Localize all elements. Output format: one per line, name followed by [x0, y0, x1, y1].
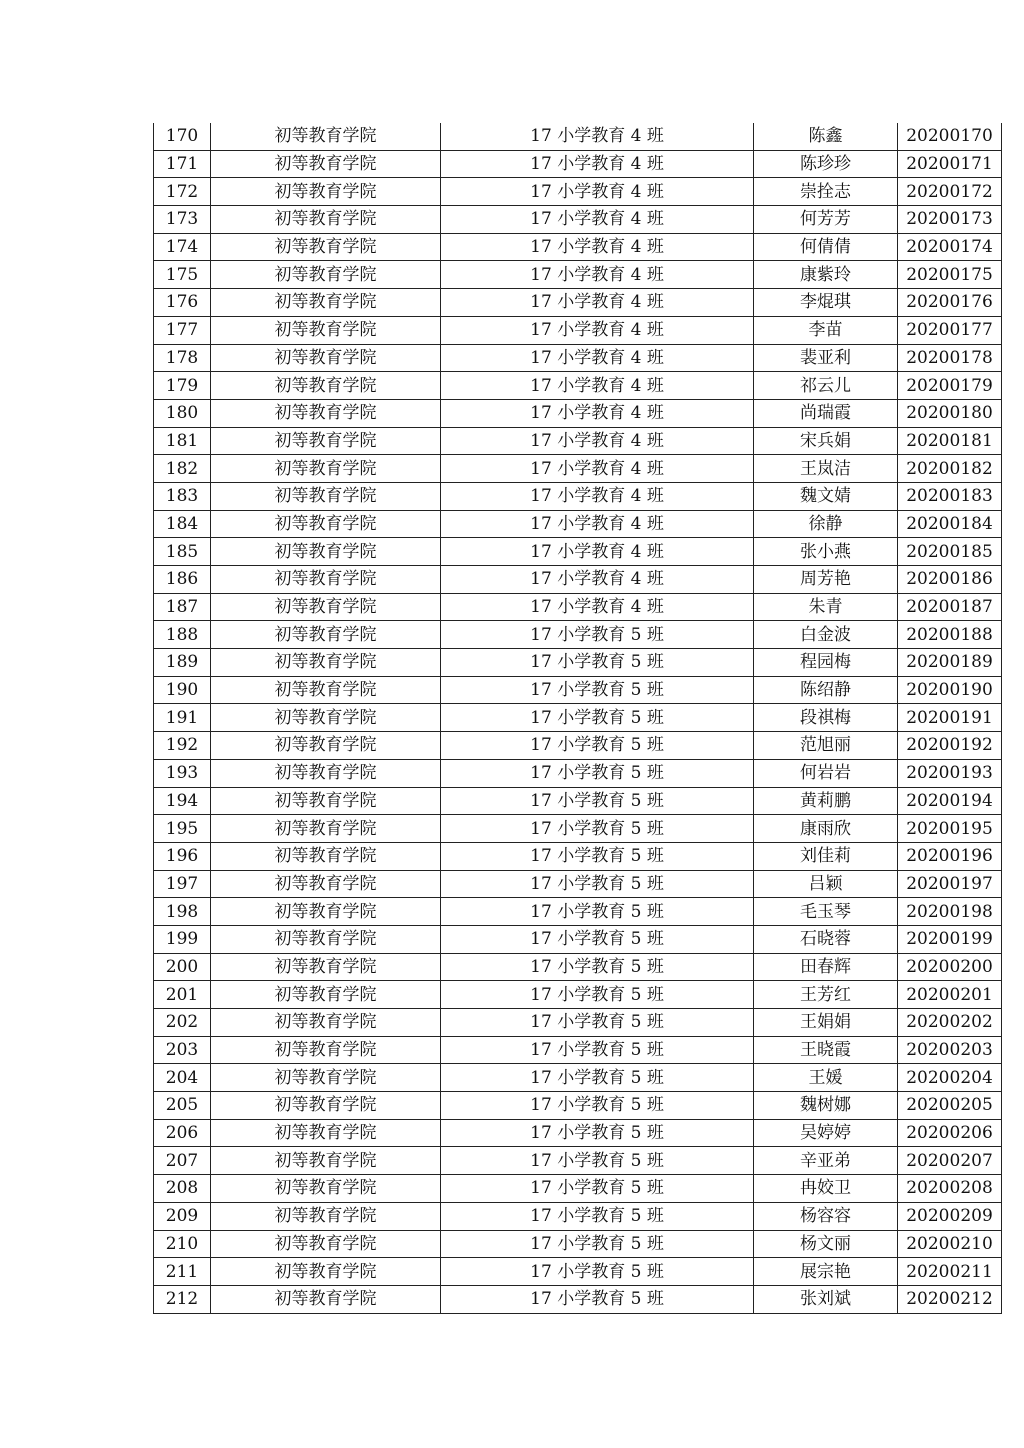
class-cell: 17 小学教育 5 班	[441, 953, 754, 981]
class-cell: 17 小学教育 4 班	[441, 261, 754, 289]
table-row	[154, 593, 1002, 621]
student-id-cell: 20200173	[898, 206, 1002, 234]
college-cell: 初等教育学院	[211, 372, 441, 400]
table-row	[154, 566, 1002, 594]
student-id-cell: 20200199	[898, 925, 1002, 953]
student-id-cell: 20200186	[898, 566, 1002, 594]
student-id-cell: 20200185	[898, 538, 1002, 566]
row-number-cell: 192	[154, 732, 211, 760]
college-cell: 初等教育学院	[211, 289, 441, 317]
student-name-cell: 程园梅	[754, 649, 898, 677]
class-cell: 17 小学教育 4 班	[441, 206, 754, 234]
table-row	[154, 123, 1002, 150]
student-id-cell: 20200206	[898, 1119, 1002, 1147]
college-cell: 初等教育学院	[211, 1147, 441, 1175]
table-row	[154, 981, 1002, 1009]
college-cell: 初等教育学院	[211, 621, 441, 649]
student-name-cell: 李焜琪	[754, 289, 898, 317]
student-id-cell: 20200201	[898, 981, 1002, 1009]
table-row	[154, 233, 1002, 261]
student-name-cell: 王晓霞	[754, 1036, 898, 1064]
row-number-cell: 209	[154, 1202, 211, 1230]
student-name-cell: 杨容容	[754, 1202, 898, 1230]
class-cell: 17 小学教育 4 班	[441, 566, 754, 594]
table-row	[154, 953, 1002, 981]
college-cell: 初等教育学院	[211, 870, 441, 898]
class-cell: 17 小学教育 5 班	[441, 981, 754, 1009]
table-row	[154, 455, 1002, 483]
table-row	[154, 1202, 1002, 1230]
student-name-cell: 展宗艳	[754, 1258, 898, 1286]
college-cell: 初等教育学院	[211, 399, 441, 427]
class-cell: 17 小学教育 4 班	[441, 538, 754, 566]
student-name-cell: 石晓蓉	[754, 925, 898, 953]
class-cell: 17 小学教育 5 班	[441, 649, 754, 677]
row-number-cell: 193	[154, 759, 211, 787]
student-id-cell: 20200202	[898, 1009, 1002, 1037]
college-cell: 初等教育学院	[211, 455, 441, 483]
table-row	[154, 344, 1002, 372]
student-id-cell: 20200183	[898, 482, 1002, 510]
table-row	[154, 1064, 1002, 1092]
college-cell: 初等教育学院	[211, 759, 441, 787]
student-name-cell: 何芳芳	[754, 206, 898, 234]
student-name-cell: 裴亚利	[754, 344, 898, 372]
class-cell: 17 小学教育 5 班	[441, 732, 754, 760]
class-cell: 17 小学教育 4 班	[441, 593, 754, 621]
class-cell: 17 小学教育 5 班	[441, 759, 754, 787]
class-cell: 17 小学教育 5 班	[441, 1064, 754, 1092]
row-number-cell: 197	[154, 870, 211, 898]
table-row	[154, 1009, 1002, 1037]
student-name-cell: 李苗	[754, 316, 898, 344]
student-name-cell: 陈绍静	[754, 676, 898, 704]
college-cell: 初等教育学院	[211, 261, 441, 289]
table-row	[154, 482, 1002, 510]
student-name-cell: 朱青	[754, 593, 898, 621]
student-id-cell: 20200175	[898, 261, 1002, 289]
college-cell: 初等教育学院	[211, 538, 441, 566]
college-cell: 初等教育学院	[211, 593, 441, 621]
student-name-cell: 冉姣卫	[754, 1175, 898, 1203]
college-cell: 初等教育学院	[211, 566, 441, 594]
class-cell: 17 小学教育 4 班	[441, 123, 754, 150]
college-cell: 初等教育学院	[211, 123, 441, 150]
row-number-cell: 202	[154, 1009, 211, 1037]
row-number-cell: 177	[154, 316, 211, 344]
class-cell: 17 小学教育 4 班	[441, 178, 754, 206]
class-cell: 17 小学教育 4 班	[441, 510, 754, 538]
class-cell: 17 小学教育 4 班	[441, 233, 754, 261]
class-cell: 17 小学教育 4 班	[441, 427, 754, 455]
table-row	[154, 150, 1002, 178]
row-number-cell: 191	[154, 704, 211, 732]
college-cell: 初等教育学院	[211, 1009, 441, 1037]
class-cell: 17 小学教育 4 班	[441, 289, 754, 317]
student-name-cell: 辛亚弟	[754, 1147, 898, 1175]
row-number-cell: 200	[154, 953, 211, 981]
class-cell: 17 小学教育 5 班	[441, 1230, 754, 1258]
student-id-cell: 20200177	[898, 316, 1002, 344]
table-row	[154, 1258, 1002, 1286]
class-cell: 17 小学教育 5 班	[441, 1092, 754, 1120]
row-number-cell: 183	[154, 482, 211, 510]
row-number-cell: 195	[154, 815, 211, 843]
student-name-cell: 白金波	[754, 621, 898, 649]
row-number-cell: 172	[154, 178, 211, 206]
student-id-cell: 20200179	[898, 372, 1002, 400]
student-id-cell: 20200184	[898, 510, 1002, 538]
college-cell: 初等教育学院	[211, 1175, 441, 1203]
college-cell: 初等教育学院	[211, 233, 441, 261]
college-cell: 初等教育学院	[211, 1285, 441, 1313]
class-cell: 17 小学教育 4 班	[441, 399, 754, 427]
row-number-cell: 189	[154, 649, 211, 677]
student-id-cell: 20200170	[898, 123, 1002, 150]
student-id-cell: 20200204	[898, 1064, 1002, 1092]
student-id-cell: 20200172	[898, 178, 1002, 206]
student-name-cell: 徐静	[754, 510, 898, 538]
student-id-cell: 20200209	[898, 1202, 1002, 1230]
row-number-cell: 188	[154, 621, 211, 649]
table-row	[154, 289, 1002, 317]
college-cell: 初等教育学院	[211, 704, 441, 732]
student-id-cell: 20200180	[898, 399, 1002, 427]
college-cell: 初等教育学院	[211, 1064, 441, 1092]
student-name-cell: 王娟娟	[754, 1009, 898, 1037]
student-name-cell: 王芳红	[754, 981, 898, 1009]
student-name-cell: 段祺梅	[754, 704, 898, 732]
student-name-cell: 陈鑫	[754, 123, 898, 150]
class-cell: 17 小学教育 4 班	[441, 482, 754, 510]
class-cell: 17 小学教育 5 班	[441, 1119, 754, 1147]
table-row	[154, 538, 1002, 566]
student-name-cell: 王岚洁	[754, 455, 898, 483]
class-cell: 17 小学教育 5 班	[441, 898, 754, 926]
table-row	[154, 787, 1002, 815]
college-cell: 初等教育学院	[211, 1036, 441, 1064]
student-name-cell: 刘佳莉	[754, 842, 898, 870]
college-cell: 初等教育学院	[211, 427, 441, 455]
table-row	[154, 510, 1002, 538]
student-name-cell: 宋兵娟	[754, 427, 898, 455]
student-name-cell: 周芳艳	[754, 566, 898, 594]
student-name-cell: 康雨欣	[754, 815, 898, 843]
row-number-cell: 208	[154, 1175, 211, 1203]
row-number-cell: 190	[154, 676, 211, 704]
class-cell: 17 小学教育 5 班	[441, 1202, 754, 1230]
student-id-cell: 20200192	[898, 732, 1002, 760]
student-name-cell: 魏树娜	[754, 1092, 898, 1120]
student-id-cell: 20200203	[898, 1036, 1002, 1064]
table-row	[154, 1285, 1002, 1313]
student-roster-table	[153, 123, 1002, 1314]
college-cell: 初等教育学院	[211, 787, 441, 815]
row-number-cell: 179	[154, 372, 211, 400]
row-number-cell: 184	[154, 510, 211, 538]
class-cell: 17 小学教育 4 班	[441, 316, 754, 344]
class-cell: 17 小学教育 5 班	[441, 704, 754, 732]
student-name-cell: 康紫玲	[754, 261, 898, 289]
row-number-cell: 204	[154, 1064, 211, 1092]
college-cell: 初等教育学院	[211, 898, 441, 926]
college-cell: 初等教育学院	[211, 1092, 441, 1120]
student-name-cell: 张刘斌	[754, 1285, 898, 1313]
table-row	[154, 316, 1002, 344]
college-cell: 初等教育学院	[211, 150, 441, 178]
student-id-cell: 20200176	[898, 289, 1002, 317]
class-cell: 17 小学教育 5 班	[441, 1009, 754, 1037]
class-cell: 17 小学教育 4 班	[441, 372, 754, 400]
student-name-cell: 崇拴志	[754, 178, 898, 206]
student-id-cell: 20200181	[898, 427, 1002, 455]
table-row	[154, 842, 1002, 870]
table-row	[154, 1036, 1002, 1064]
college-cell: 初等教育学院	[211, 1258, 441, 1286]
student-name-cell: 范旭丽	[754, 732, 898, 760]
student-id-cell: 20200208	[898, 1175, 1002, 1203]
student-name-cell: 张小燕	[754, 538, 898, 566]
table-row	[154, 898, 1002, 926]
table-row	[154, 427, 1002, 455]
row-number-cell: 203	[154, 1036, 211, 1064]
student-id-cell: 20200212	[898, 1285, 1002, 1313]
row-number-cell: 186	[154, 566, 211, 594]
row-number-cell: 199	[154, 925, 211, 953]
row-number-cell: 201	[154, 981, 211, 1009]
class-cell: 17 小学教育 4 班	[441, 150, 754, 178]
student-name-cell: 黄莉鹏	[754, 787, 898, 815]
student-id-cell: 20200200	[898, 953, 1002, 981]
table-row	[154, 759, 1002, 787]
student-id-cell: 20200178	[898, 344, 1002, 372]
table-row	[154, 870, 1002, 898]
table-row	[154, 372, 1002, 400]
college-cell: 初等教育学院	[211, 981, 441, 1009]
college-cell: 初等教育学院	[211, 1119, 441, 1147]
student-name-cell: 吴婷婷	[754, 1119, 898, 1147]
college-cell: 初等教育学院	[211, 1202, 441, 1230]
college-cell: 初等教育学院	[211, 676, 441, 704]
table-row	[154, 1147, 1002, 1175]
student-id-cell: 20200191	[898, 704, 1002, 732]
row-number-cell: 170	[154, 123, 211, 150]
row-number-cell: 194	[154, 787, 211, 815]
table-row	[154, 676, 1002, 704]
student-id-cell: 20200182	[898, 455, 1002, 483]
class-cell: 17 小学教育 5 班	[441, 1147, 754, 1175]
student-name-cell: 祁云儿	[754, 372, 898, 400]
class-cell: 17 小学教育 5 班	[441, 1036, 754, 1064]
roster-body	[154, 123, 1002, 1313]
row-number-cell: 171	[154, 150, 211, 178]
class-cell: 17 小学教育 5 班	[441, 815, 754, 843]
student-name-cell: 尚瑞霞	[754, 399, 898, 427]
class-cell: 17 小学教育 5 班	[441, 621, 754, 649]
row-number-cell: 187	[154, 593, 211, 621]
student-id-cell: 20200171	[898, 150, 1002, 178]
table-row	[154, 649, 1002, 677]
student-name-cell: 杨文丽	[754, 1230, 898, 1258]
row-number-cell: 212	[154, 1285, 211, 1313]
row-number-cell: 210	[154, 1230, 211, 1258]
class-cell: 17 小学教育 5 班	[441, 1258, 754, 1286]
table-row	[154, 704, 1002, 732]
table-row	[154, 815, 1002, 843]
college-cell: 初等教育学院	[211, 815, 441, 843]
college-cell: 初等教育学院	[211, 178, 441, 206]
table-row	[154, 1230, 1002, 1258]
student-name-cell: 吕颖	[754, 870, 898, 898]
college-cell: 初等教育学院	[211, 1230, 441, 1258]
table-row	[154, 621, 1002, 649]
student-id-cell: 20200195	[898, 815, 1002, 843]
student-id-cell: 20200187	[898, 593, 1002, 621]
college-cell: 初等教育学院	[211, 482, 441, 510]
row-number-cell: 180	[154, 399, 211, 427]
student-id-cell: 20200189	[898, 649, 1002, 677]
student-id-cell: 20200196	[898, 842, 1002, 870]
student-name-cell: 田春辉	[754, 953, 898, 981]
student-name-cell: 王媛	[754, 1064, 898, 1092]
class-cell: 17 小学教育 5 班	[441, 787, 754, 815]
college-cell: 初等教育学院	[211, 649, 441, 677]
student-id-cell: 20200193	[898, 759, 1002, 787]
college-cell: 初等教育学院	[211, 732, 441, 760]
row-number-cell: 182	[154, 455, 211, 483]
student-name-cell: 魏文婧	[754, 482, 898, 510]
college-cell: 初等教育学院	[211, 510, 441, 538]
class-cell: 17 小学教育 5 班	[441, 1175, 754, 1203]
college-cell: 初等教育学院	[211, 206, 441, 234]
college-cell: 初等教育学院	[211, 316, 441, 344]
class-cell: 17 小学教育 5 班	[441, 842, 754, 870]
college-cell: 初等教育学院	[211, 344, 441, 372]
class-cell: 17 小学教育 4 班	[441, 455, 754, 483]
table-row	[154, 925, 1002, 953]
row-number-cell: 174	[154, 233, 211, 261]
student-id-cell: 20200188	[898, 621, 1002, 649]
row-number-cell: 211	[154, 1258, 211, 1286]
college-cell: 初等教育学院	[211, 925, 441, 953]
table-row	[154, 178, 1002, 206]
table-row	[154, 261, 1002, 289]
row-number-cell: 205	[154, 1092, 211, 1120]
row-number-cell: 198	[154, 898, 211, 926]
row-number-cell: 175	[154, 261, 211, 289]
student-name-cell: 毛玉琴	[754, 898, 898, 926]
student-name-cell: 何倩倩	[754, 233, 898, 261]
row-number-cell: 178	[154, 344, 211, 372]
class-cell: 17 小学教育 5 班	[441, 870, 754, 898]
table-row	[154, 732, 1002, 760]
student-id-cell: 20200198	[898, 898, 1002, 926]
student-id-cell: 20200210	[898, 1230, 1002, 1258]
student-id-cell: 20200211	[898, 1258, 1002, 1286]
student-id-cell: 20200205	[898, 1092, 1002, 1120]
row-number-cell: 206	[154, 1119, 211, 1147]
class-cell: 17 小学教育 5 班	[441, 676, 754, 704]
table-row	[154, 1119, 1002, 1147]
student-name-cell: 陈珍珍	[754, 150, 898, 178]
student-id-cell: 20200190	[898, 676, 1002, 704]
student-id-cell: 20200194	[898, 787, 1002, 815]
student-id-cell: 20200174	[898, 233, 1002, 261]
table-row	[154, 399, 1002, 427]
table-row	[154, 1092, 1002, 1120]
student-id-cell: 20200207	[898, 1147, 1002, 1175]
class-cell: 17 小学教育 5 班	[441, 925, 754, 953]
college-cell: 初等教育学院	[211, 842, 441, 870]
student-name-cell: 何岩岩	[754, 759, 898, 787]
college-cell: 初等教育学院	[211, 953, 441, 981]
row-number-cell: 185	[154, 538, 211, 566]
row-number-cell: 181	[154, 427, 211, 455]
row-number-cell: 173	[154, 206, 211, 234]
row-number-cell: 196	[154, 842, 211, 870]
class-cell: 17 小学教育 5 班	[441, 1285, 754, 1313]
row-number-cell: 176	[154, 289, 211, 317]
table-row	[154, 206, 1002, 234]
table-row	[154, 1175, 1002, 1203]
student-id-cell: 20200197	[898, 870, 1002, 898]
class-cell: 17 小学教育 4 班	[441, 344, 754, 372]
row-number-cell: 207	[154, 1147, 211, 1175]
